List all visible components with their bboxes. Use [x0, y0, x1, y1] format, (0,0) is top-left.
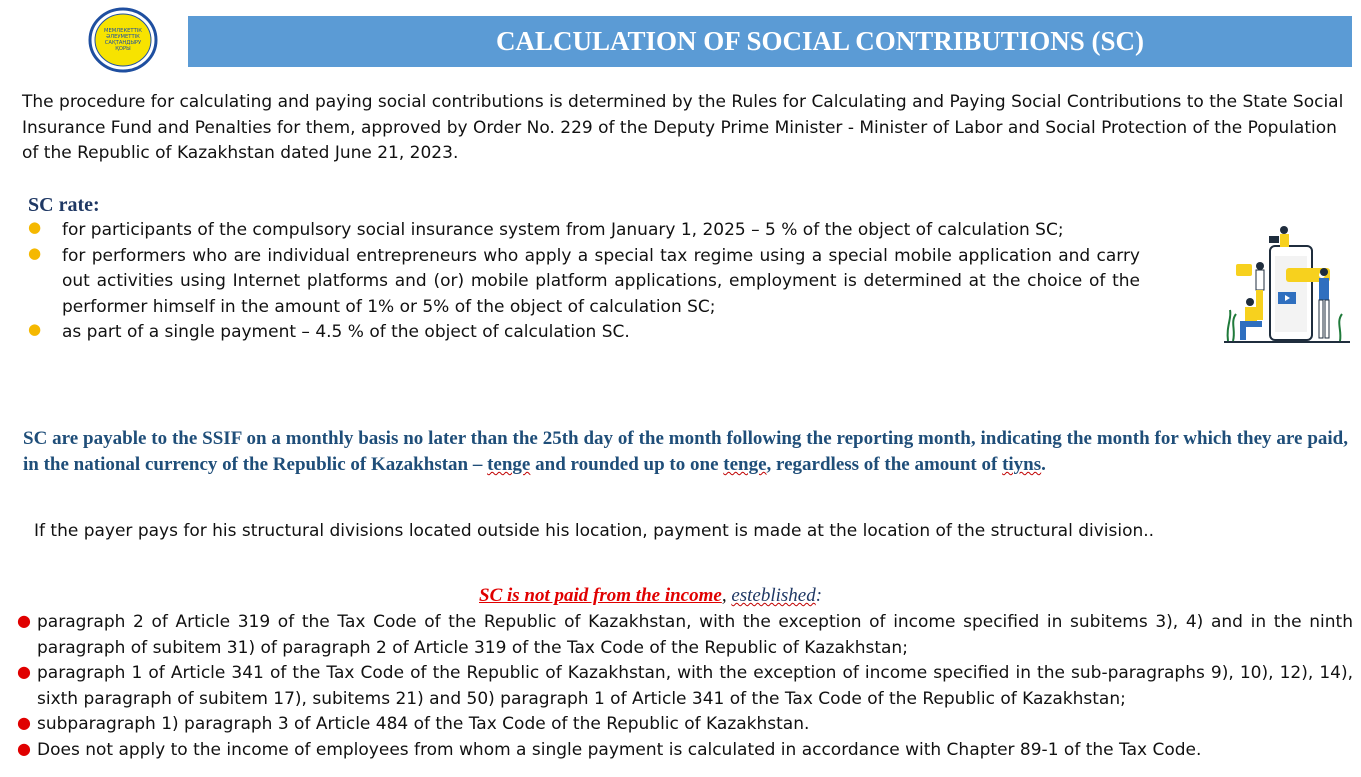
deadline-text: and rounded up to one: [530, 454, 724, 475]
list-item: [17, 610, 1353, 661]
bullet-dot-icon: ●: [28, 218, 42, 236]
list-item: [17, 738, 1353, 764]
logo-line-3: САҚТАНДЫРУ: [104, 40, 142, 46]
payment-deadline-paragraph: [23, 426, 1348, 478]
not-paid-item-text: paragraph 1 of Article 341 of the Tax Code of the Republic of Kazakhstan, with the exception of income specified in the sub-paragraphs 9), 10), 12), 14), sixth paragraph of subitem 17), subitems 21) and 50) paragraph 1 of Article 341 of the Tax Code of the Republic of Kazakhstan;: [37, 663, 1353, 709]
sc-rate-text: as part of a single payment – 4.5 % of the object of calculation SC.: [62, 322, 630, 342]
bullet-dot-icon: ●: [17, 738, 31, 758]
logo-line-2: ӘЛЕУМЕТТІК: [106, 34, 140, 40]
list-item: [28, 218, 1140, 244]
not-paid-item-text: paragraph 2 of Article 319 of the Tax Code of the Republic of Kazakhstan, with the exception of income specified in subitems 3), 4) and in the ninth paragraph of subitem 31) of paragraph 2 of Article 319 of the Tax Code of the Republic of Kazakhstan;: [37, 612, 1353, 658]
bullet-dot-icon: ●: [28, 243, 42, 262]
not-paid-established: esteblished: [731, 585, 816, 606]
deadline-text: , regardless of the amount of: [766, 454, 1003, 475]
intro-line: The procedure for calculating and paying social contributions is determined by the Rules for Calculating and Paying Social Contributions to the State Social: [22, 92, 1344, 112]
bullet-dot-icon: ●: [17, 713, 31, 732]
fund-logo: [88, 7, 158, 73]
not-paid-heading: [479, 585, 822, 607]
bullet-dot-icon: ●: [17, 662, 31, 681]
not-paid-item-text: Does not apply to the income of employees from whom a single payment is calculated in accordance with Chapter 89-1 of the Tax Code.: [37, 739, 1202, 760]
intro-paragraph: [22, 90, 1361, 167]
not-paid-comma: ,: [721, 585, 732, 606]
logo-line-4: ҚОРЫ: [115, 46, 131, 52]
not-paid-title: SC is not paid from the income: [479, 585, 722, 606]
intro-line: of the Republic of Kazakhstan dated June 21, 2023.: [22, 143, 459, 163]
deadline-tenge: tenge: [723, 454, 767, 475]
page-title: CALCULATION OF SOCIAL CONTRIBUTIONS (SC): [495, 26, 1145, 56]
deadline-text: SC are payable to the SSIF on a monthly basis no later than the 25th day of the month following the reporting month, indicating the month for which they are paid, in the national currency of the Republic of Kazakhstan –: [23, 428, 1348, 475]
deadline-tenge: tenge: [487, 454, 531, 475]
intro-line: Insurance Fund and Penalties for them, approved by Order No. 229 of the Deputy Prime Minister - Minister of Labor and Social Protection of the Population: [22, 117, 1337, 138]
sc-rate-text: for performers who are individual entrepreneurs who apply a special tax regime using a special mobile application and carry out activities using Internet platforms and (or) mobile platform applications, employment is determined at the choice of the performer himself in the amount of 1% or 5% of the object of calculation SC;: [62, 245, 1140, 317]
mobile-platform-illustration: [1224, 222, 1350, 346]
not-paid-list: [17, 610, 1353, 763]
list-item: [17, 712, 1353, 738]
not-paid-colon: :: [815, 585, 823, 606]
logo-line-1: МЕМЛЕКЕТТІК: [104, 28, 142, 34]
structural-divisions-note: If the payer pays for his structural divisions located outside his location, payment is made at the location of the structural division..: [34, 521, 1155, 541]
bullet-dot-icon: ●: [17, 611, 31, 630]
not-paid-item-text: subparagraph 1) paragraph 3 of Article 484 of the Tax Code of the Republic of Kazakhstan.: [37, 714, 810, 734]
sc-rate-heading: SC rate:: [28, 194, 100, 216]
list-item: [28, 244, 1140, 321]
list-item: [17, 661, 1353, 712]
deadline-tiyns: tiyns: [1002, 454, 1042, 475]
bullet-dot-icon: ●: [28, 320, 42, 338]
list-item: [28, 320, 1140, 346]
sc-rate-text: for participants of the compulsory social insurance system from January 1, 2025 – 5 % of the object of calculation SC;: [62, 220, 1064, 240]
page-title-banner: [188, 16, 1352, 67]
deadline-text: .: [1041, 454, 1046, 475]
sc-rate-list: [28, 218, 1140, 346]
